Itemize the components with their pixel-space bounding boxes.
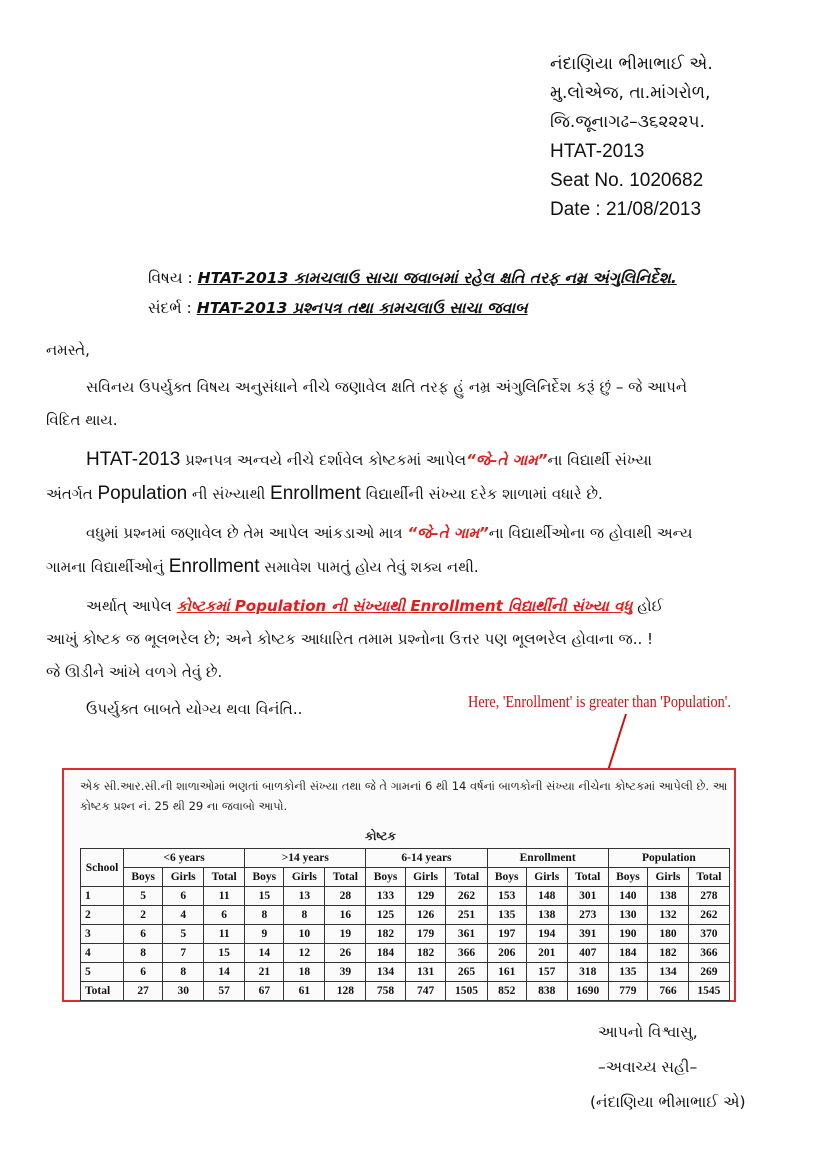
group-enrollment: Enrollment — [487, 849, 608, 868]
para-1-line-2: વિદિત થાય. — [46, 411, 118, 429]
table-cell: 148 — [526, 887, 567, 906]
sender-address — [550, 50, 810, 224]
table-cell: 16 — [325, 906, 366, 925]
table-cell: 129 — [405, 887, 446, 906]
para-4-line-2: આખું કોષ્ટક જ ભૂલભરેલ છે; અને કોષ્ટક આધારિત તમામ પ્રશ્નોના ઉત્તર પણ ભૂલભરેલ હોવાના જ.. ! — [46, 630, 654, 648]
table-cell: 138 — [526, 906, 567, 925]
sub-total: Total — [688, 868, 729, 887]
table-cell: 206 — [487, 944, 526, 963]
school-cell: 5 — [81, 963, 124, 982]
table-cell: 8 — [124, 944, 163, 963]
table-cell: 318 — [567, 963, 608, 982]
table-cell: 18 — [284, 963, 325, 982]
sub-total: Total — [446, 868, 487, 887]
school-cell: 3 — [81, 925, 124, 944]
table-cell: 9 — [245, 925, 284, 944]
table-subheader-row — [81, 868, 730, 887]
table-cell: 130 — [608, 906, 647, 925]
table-cell: 8 — [245, 906, 284, 925]
sub-boys: Boys — [245, 868, 284, 887]
school-cell: 1 — [81, 887, 124, 906]
table-cell: 132 — [648, 906, 689, 925]
table-cell: 134 — [366, 963, 405, 982]
table-title: કોષ્ટક — [365, 829, 397, 843]
table-cell: 6 — [124, 925, 163, 944]
table-cell: 140 — [608, 887, 647, 906]
para-3-text: વધુમાં પ્રશ્નમાં જણાવેલ છે તેમ આપેલ આંકડાઓ માત્ર — [86, 524, 408, 542]
subject-text: HTAT-2013 કામચલાઉ સાચા જવાબમાં રહેલ ક્ષતિ તરફ નમ્ર અંગુલિનિર્દેશ. — [197, 269, 677, 287]
reference-text: HTAT-2013 પ્રશ્નપત્ર તથા કામચલાઉ સાચા જવાબ — [196, 299, 528, 317]
subject-line — [148, 263, 677, 293]
para-3-tail: ના વિદ્યાર્થીઓના જ હોવાથી અન્ય — [488, 524, 693, 542]
village-highlight: “જે–તે ગામ” — [466, 451, 548, 469]
table-cell: 273 — [567, 906, 608, 925]
school-cell: 4 — [81, 944, 124, 963]
table-row — [81, 887, 730, 906]
para-2-line-1 — [46, 443, 786, 477]
table-cell: 125 — [366, 906, 405, 925]
table-cell: 6 — [124, 963, 163, 982]
table-cell: 21 — [245, 963, 284, 982]
table-cell: 15 — [245, 887, 284, 906]
table-cell: 184 — [366, 944, 405, 963]
table-row — [81, 944, 730, 963]
table-cell: 4 — [163, 906, 204, 925]
table-cell: 182 — [648, 944, 689, 963]
para-3-line-1 — [46, 517, 786, 550]
table-cell: 262 — [446, 887, 487, 906]
sub-girls: Girls — [648, 868, 689, 887]
annotation-note: Here, 'Enrollment' is greater than 'Population'. — [468, 692, 731, 711]
table-header-row — [81, 849, 730, 868]
sub-boys: Boys — [487, 868, 526, 887]
table-cell: 184 — [608, 944, 647, 963]
table-cell: 11 — [204, 925, 245, 944]
exam-ref: HTAT-2013 — [86, 449, 181, 470]
table-cell: 11 — [204, 887, 245, 906]
table-cell: 366 — [688, 944, 729, 963]
population-word: Population — [97, 483, 188, 504]
table-cell: 61 — [284, 982, 325, 1001]
table-cell: 179 — [405, 925, 446, 944]
table-cell: 1545 — [688, 982, 729, 1001]
table-cell: 8 — [163, 963, 204, 982]
table-cell: 126 — [405, 906, 446, 925]
signature-note: –અવાચ્ય સહી– — [598, 1058, 698, 1076]
para-3b-a: ગામના વિદ્યાર્થીઓનું — [46, 558, 169, 576]
para-5: ઉપર્યુક્ત બાબતે યોગ્ય થવા વિનંતિ.. — [86, 700, 303, 718]
table-cell: 278 — [688, 887, 729, 906]
table-cell: 12 — [284, 944, 325, 963]
para-4-line-3: જે ઊડીને આંખે વળગે તેવું છે. — [46, 663, 223, 681]
para-4-tail: હોઈ — [632, 597, 664, 615]
table-cell: 6 — [163, 887, 204, 906]
sub-girls: Girls — [284, 868, 325, 887]
table-cell: 133 — [366, 887, 405, 906]
table-cell: 135 — [487, 906, 526, 925]
error-highlight: કોષ્ટકમાં Population ની સંખ્યાથી Enrollment વિદ્યાર્થીની સંખ્યા વધુ — [176, 597, 633, 615]
table-row — [81, 982, 730, 1001]
table-cell: 366 — [446, 944, 487, 963]
sub-total: Total — [204, 868, 245, 887]
para-2b-a: અંતર્ગત — [46, 485, 98, 503]
table-cell: 13 — [284, 887, 325, 906]
table-cell: 407 — [567, 944, 608, 963]
para-2b-c: વિદ્યાર્થીની સંખ્યા દરેક શાળામાં વધારે છે. — [360, 485, 603, 503]
para-4-text: અર્થાત્ આપેલ — [86, 597, 177, 615]
table-cell: 1690 — [567, 982, 608, 1001]
reference-line — [148, 293, 677, 323]
village-highlight-2: “જે–તે ગામ” — [407, 524, 489, 542]
table-cell: 269 — [688, 963, 729, 982]
table-cell: 19 — [325, 925, 366, 944]
seat-number: Seat No. 1020682 — [550, 170, 704, 191]
subject-label: વિષય : — [148, 269, 193, 287]
table-cell: 197 — [487, 925, 526, 944]
table-cell: 14 — [245, 944, 284, 963]
sub-girls: Girls — [405, 868, 446, 887]
table-cell: 135 — [608, 963, 647, 982]
table-cell: 361 — [446, 925, 487, 944]
table-cell: 157 — [526, 963, 567, 982]
table-cell: 128 — [325, 982, 366, 1001]
table-cell: 747 — [405, 982, 446, 1001]
sub-girls: Girls — [163, 868, 204, 887]
group-under-6: <6 years — [124, 849, 245, 868]
sub-girls: Girls — [526, 868, 567, 887]
table-cell: 15 — [204, 944, 245, 963]
table-cell: 5 — [163, 925, 204, 944]
closing-yours: આપનો વિશ્વાસુ, — [598, 1023, 698, 1041]
table-cell: 182 — [366, 925, 405, 944]
greeting: નમસ્તે, — [46, 341, 90, 359]
table-cell: 190 — [608, 925, 647, 944]
closing-block — [590, 1015, 746, 1120]
table-cell: 301 — [567, 887, 608, 906]
sub-boys: Boys — [366, 868, 405, 887]
table-cell: 2 — [124, 906, 163, 925]
table-cell: 7 — [163, 944, 204, 963]
table-body — [81, 887, 730, 1001]
table-cell: 265 — [446, 963, 487, 982]
subject-block — [148, 263, 677, 323]
table-cell: 30 — [163, 982, 204, 1001]
table-cell: 14 — [204, 963, 245, 982]
table-cell: 5 — [124, 887, 163, 906]
table-cell: 262 — [688, 906, 729, 925]
table-cell: 57 — [204, 982, 245, 1001]
table-row — [81, 906, 730, 925]
table-cell: 39 — [325, 963, 366, 982]
table-cell: 779 — [608, 982, 647, 1001]
exam-name: HTAT-2013 — [550, 141, 645, 162]
data-table — [80, 848, 730, 1001]
sender-name: નંદાણિયા ભીમાભાઈ એ. — [550, 54, 713, 74]
para-4-line-1 — [46, 590, 786, 623]
group-over-14: >14 years — [245, 849, 366, 868]
table-cell: 758 — [366, 982, 405, 1001]
table-cell: 1505 — [446, 982, 487, 1001]
table-cell: 67 — [245, 982, 284, 1001]
question-intro: એક સી.આર.સી.ની શાળાઓમાં ભણતાં બાળકોની સંખ્યા તથા જે તે ગામનાં 6 થી 14 વર્ષનાં બાળકોની સંખ્યા નીચેના કોષ્ટકમાં આપેલી છે. આ કોષ્ટક પ્રશ્ન નં. 25 થી 29 ના જવાબો આપો. — [80, 779, 728, 813]
sender-village: મુ.લોએજ, તા.માંગરોળ, — [550, 83, 711, 103]
para-2-tail: ના વિદ્યાર્થી સંખ્યા — [547, 451, 652, 469]
table-cell: 180 — [648, 925, 689, 944]
table-cell: 10 — [284, 925, 325, 944]
table-cell: 182 — [405, 944, 446, 963]
table-row — [81, 925, 730, 944]
table-cell: 134 — [648, 963, 689, 982]
letter-body — [46, 334, 786, 726]
table-row — [81, 963, 730, 982]
para-2b-b: ની સંખ્યાથી — [187, 485, 271, 503]
table-cell: 838 — [526, 982, 567, 1001]
table-cell: 201 — [526, 944, 567, 963]
table-cell: 370 — [688, 925, 729, 944]
table-cell: 6 — [204, 906, 245, 925]
table-cell: 28 — [325, 887, 366, 906]
sub-boys: Boys — [608, 868, 647, 887]
letter-date: Date : 21/08/2013 — [550, 199, 702, 220]
table-cell: 138 — [648, 887, 689, 906]
group-6-14: 6-14 years — [366, 849, 487, 868]
signer-name: (નંદાણિયા ભીમાભાઈ એ) — [590, 1093, 746, 1111]
col-school: School — [81, 849, 124, 887]
table-cell: 194 — [526, 925, 567, 944]
sub-boys: Boys — [124, 868, 163, 887]
sub-total: Total — [567, 868, 608, 887]
table-cell: 131 — [405, 963, 446, 982]
para-2-text: પ્રશ્નપત્ર અન્વયે નીચે દર્શાવેલ કોષ્ટકમાં આપેલ — [180, 451, 467, 469]
enrollment-word-2: Enrollment — [168, 556, 260, 577]
para-3b-b: સમાવેશ પામતું હોય તેવું શક્ય નથી. — [259, 558, 479, 576]
group-population: Population — [608, 849, 729, 868]
para-3-line-2 — [46, 550, 786, 584]
sender-district: જિ.જૂનાગઢ–૩૬૨૨૨૫. — [550, 112, 705, 132]
table-cell: 27 — [124, 982, 163, 1001]
table-cell: 8 — [284, 906, 325, 925]
table-cell: 161 — [487, 963, 526, 982]
table-cell: 766 — [648, 982, 689, 1001]
enrollment-word: Enrollment — [270, 483, 361, 504]
table-cell: 153 — [487, 887, 526, 906]
school-cell: Total — [81, 982, 124, 1001]
table-cell: 852 — [487, 982, 526, 1001]
table-cell: 391 — [567, 925, 608, 944]
table-cell: 251 — [446, 906, 487, 925]
para-1-line-1: સવિનય ઉપર્યુક્ત વિષય અનુસંધાને નીચે જણાવેલ ક્ષતિ તરફ હું નમ્ર અંગુલિનિર્દેશ કરૂં છું – જે આપને — [86, 378, 688, 396]
sub-total: Total — [325, 868, 366, 887]
table-cell: 26 — [325, 944, 366, 963]
reference-label: સંદર્ભ : — [148, 299, 192, 317]
school-cell: 2 — [81, 906, 124, 925]
para-2-line-2 — [46, 477, 786, 511]
